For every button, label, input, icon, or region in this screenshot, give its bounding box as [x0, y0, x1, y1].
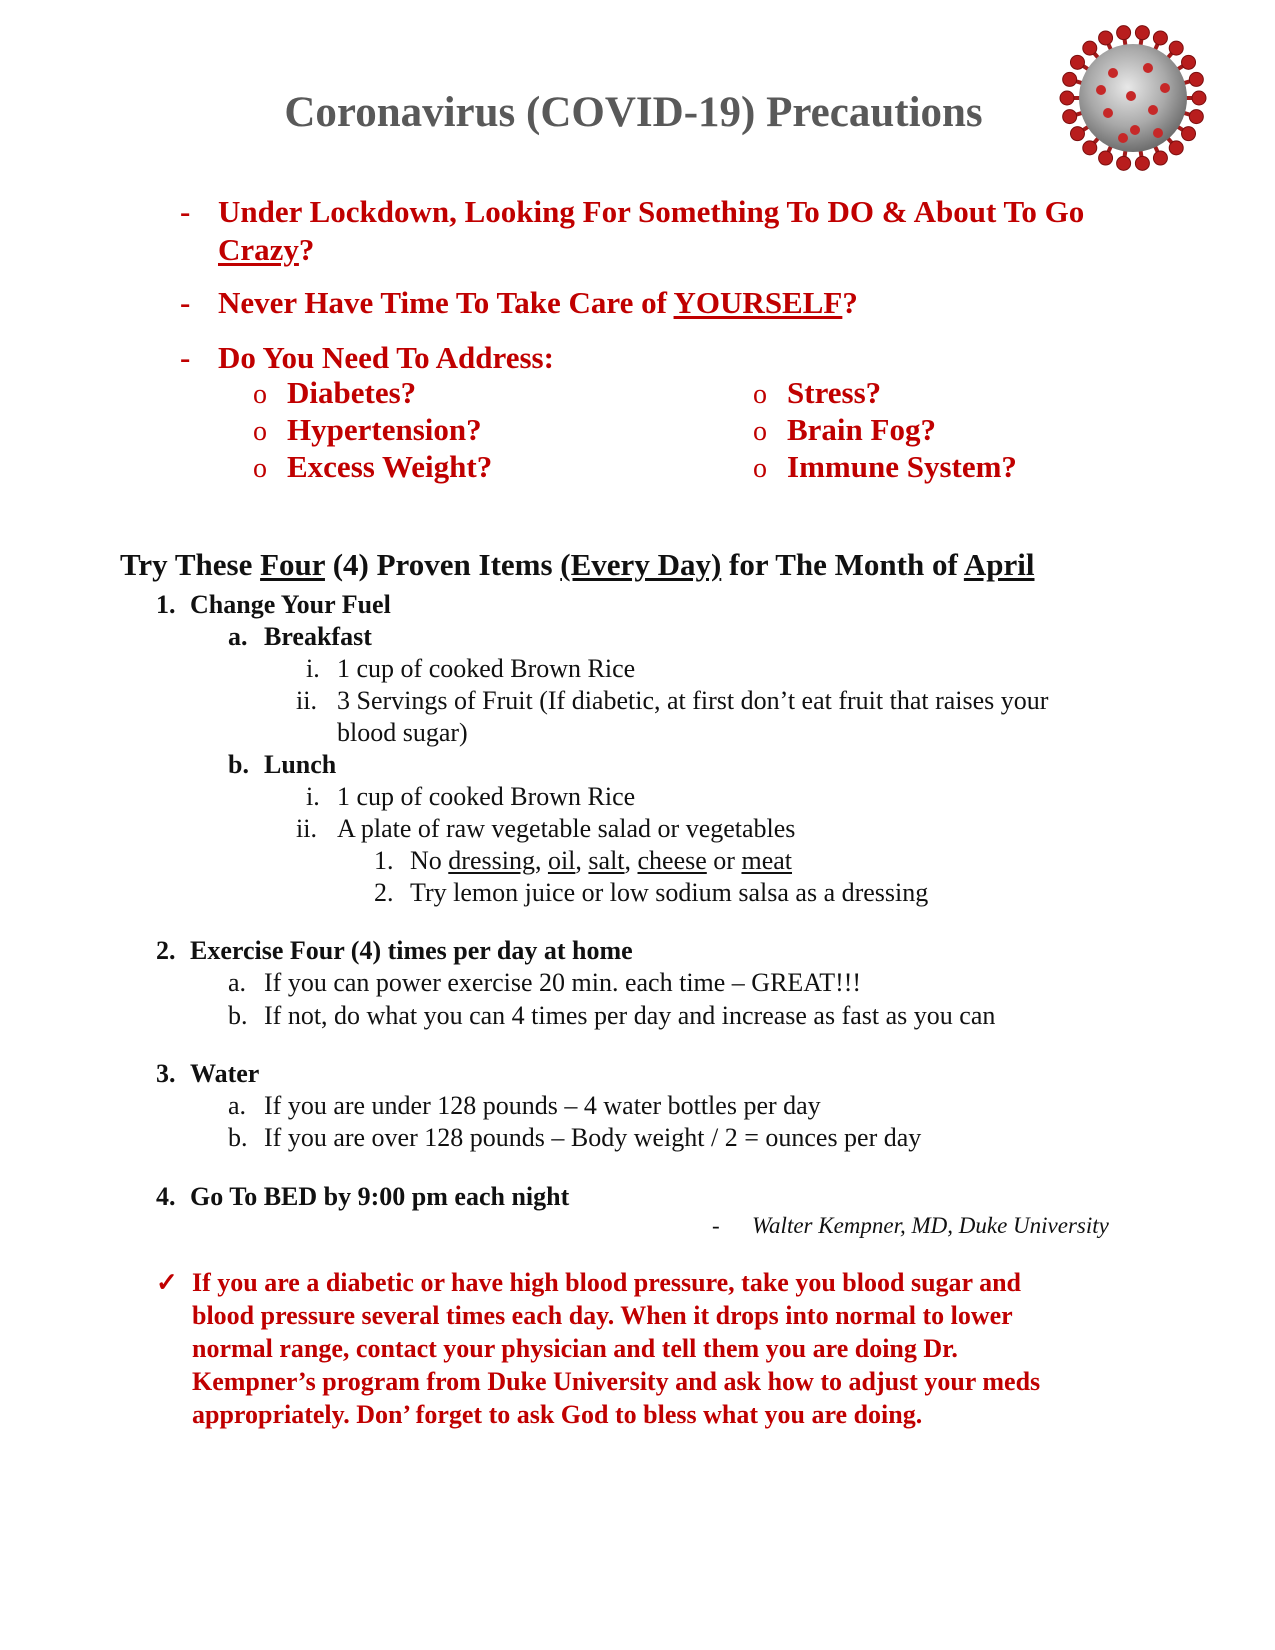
virus-spike-head [1169, 141, 1183, 155]
bullet-circle: o [753, 416, 767, 447]
list-letter: b. [228, 1001, 248, 1030]
virus-surface-dot [1143, 63, 1153, 73]
bullet-circle: o [253, 453, 267, 484]
bullet-circle: o [253, 416, 267, 447]
list-number: 2. [374, 878, 394, 907]
bullet-circle: o [753, 379, 767, 410]
symptom-label: Immune System? [787, 449, 1017, 484]
list-number: 1. [374, 846, 394, 875]
virus-spike-head [1153, 151, 1167, 165]
virus-surface-dot [1153, 128, 1163, 138]
warning-note [192, 1266, 1192, 1431]
symptom-item [753, 375, 881, 411]
heading-text: (4) Proven Items [324, 547, 561, 582]
virus-spike-head [1182, 127, 1196, 141]
coronavirus-icon [1053, 18, 1213, 178]
lunch-subitem-no-dressing [410, 846, 792, 876]
question-address-text: Do You Need To Address: [218, 340, 554, 375]
checkmark-icon: ✓ [156, 1268, 178, 1297]
list-roman: i. [306, 654, 320, 683]
virus-spike-head [1117, 26, 1131, 40]
water-item: If you are under 128 pounds – 4 water bottles per day [264, 1091, 821, 1120]
breakfast-item: 1 cup of cooked Brown Rice [337, 654, 636, 683]
heading-text: Try These [120, 547, 261, 582]
symptom-label: Stress? [787, 375, 882, 410]
list-number: 4. [156, 1182, 176, 1211]
item-heading-exercise: Exercise Four (4) times per day at home [190, 936, 633, 965]
note-line: Kempner’s program from Duke University and ask how to adjust your meds [192, 1367, 1041, 1396]
exercise-item: If you can power exercise 20 min. each time – GREAT!!! [264, 968, 862, 997]
virus-spike-head [1099, 31, 1113, 45]
virus-spike-head [1117, 156, 1131, 170]
exercise-item: If not, do what you can 4 times per day and increase as fast as you can [264, 1001, 996, 1030]
virus-spike-head [1182, 55, 1196, 69]
underlined-cheese: cheese [637, 846, 707, 875]
note-line: blood pressure several times each day. When it drops into normal to lower [192, 1301, 1013, 1330]
heading-underlined-april: April [963, 547, 1035, 582]
list-letter: b. [228, 1123, 248, 1152]
virus-surface-dot [1126, 91, 1136, 101]
virus-spike-head [1099, 151, 1113, 165]
underlined-oil: oil [547, 846, 576, 875]
text: , [575, 846, 589, 875]
question-lockdown-qmark: ? [298, 232, 315, 267]
list-roman: ii. [296, 686, 317, 715]
question-address [180, 339, 1140, 379]
list-roman: i. [306, 782, 320, 811]
virus-spike-head [1153, 31, 1167, 45]
virus-spike-head [1189, 72, 1203, 86]
item-heading-bed: Go To BED by 9:00 pm each night [190, 1182, 570, 1211]
virus-spike-head [1070, 55, 1084, 69]
list-letter: a. [228, 1091, 247, 1120]
virus-spike-head [1135, 26, 1149, 40]
list-number: 3. [156, 1059, 176, 1088]
item-heading-fuel: Change Your Fuel [190, 590, 391, 619]
symptom-item [253, 449, 492, 485]
bullet-circle: o [253, 379, 267, 410]
dash-marker: - [180, 194, 191, 229]
text: No [410, 846, 449, 875]
question-yourself-qmark: ? [842, 285, 858, 320]
virus-spike-head [1070, 127, 1084, 141]
virus-surface-dot [1118, 133, 1128, 143]
symptom-label: Hypertension? [287, 412, 482, 447]
attribution-dash: - [712, 1213, 720, 1238]
text: or [706, 846, 742, 875]
attribution: Walter Kempner, MD, Duke University [752, 1213, 1109, 1238]
underlined-meat: meat [741, 846, 792, 875]
virus-surface-dot [1130, 125, 1140, 135]
virus-surface-dot [1103, 108, 1113, 118]
lunch-item: A plate of raw vegetable salad or vegetables [337, 814, 796, 843]
section-heading [120, 547, 1034, 583]
list-number: 1. [156, 590, 176, 619]
virus-surface-dot [1108, 68, 1118, 78]
symptom-label: Diabetes? [287, 375, 417, 410]
virus-spike-head [1083, 141, 1097, 155]
crazy-underlined: Crazy [218, 232, 299, 267]
note-line: If you are a diabetic or have high blood pressure, take you blood sugar and [192, 1268, 1022, 1297]
water-item: If you are over 128 pounds – Body weight / 2 = ounces per day [264, 1123, 922, 1152]
dash-marker: - [180, 285, 191, 320]
virus-spike-head [1060, 91, 1074, 105]
list-letter: a. [228, 968, 247, 997]
breakfast-item-continued: blood sugar) [337, 718, 468, 747]
question-lockdown-text-main: Under Lockdown, Looking For Something To DO & About To Go [218, 194, 1085, 229]
breakfast-item: 3 Servings of Fruit (If diabetic, at first don’t eat fruit that raises your [337, 686, 1049, 715]
dash-marker: - [180, 340, 191, 375]
virus-surface-dot [1160, 83, 1170, 93]
text: , [534, 846, 548, 875]
heading-underlined-every-day: (Every Day) [560, 547, 722, 582]
symptom-item [753, 412, 936, 448]
symptom-item [253, 375, 416, 411]
yourself-underlined: YOURSELF [673, 285, 843, 320]
list-letter: a. [228, 622, 248, 651]
item-heading-water: Water [190, 1059, 260, 1088]
text: , [624, 846, 638, 875]
bullet-circle: o [753, 453, 767, 484]
virus-spike-head [1083, 41, 1097, 55]
virus-surface-dot [1096, 85, 1106, 95]
underlined-dressing: dressing [448, 846, 535, 875]
question-lockdown [180, 193, 1140, 273]
heading-text: for The Month of [721, 547, 964, 582]
list-roman: ii. [296, 814, 317, 843]
virus-spike-head [1135, 156, 1149, 170]
subheading-lunch: Lunch [264, 750, 337, 779]
note-line: normal range, contact your physician and tell them you are doing Dr. [192, 1334, 958, 1363]
symptom-item [253, 412, 482, 448]
question-yourself-text: Never Have Time To Take Care of [218, 285, 674, 320]
virus-spike-head [1192, 91, 1206, 105]
lunch-item: 1 cup of cooked Brown Rice [337, 782, 636, 811]
virus-surface-dot [1148, 105, 1158, 115]
question-yourself [180, 284, 1140, 324]
symptom-label: Brain Fog? [787, 412, 936, 447]
question-lockdown-text [218, 193, 1118, 269]
virus-spike-head [1169, 41, 1183, 55]
list-number: 2. [156, 936, 176, 965]
note-line: appropriately. Don’ forget to ask God to bless what you are doing. [192, 1400, 923, 1429]
symptom-label: Excess Weight? [287, 449, 493, 484]
lunch-subitem: Try lemon juice or low sodium salsa as a dressing [410, 878, 929, 907]
underlined-salt: salt [588, 846, 625, 875]
virus-spike-head [1063, 72, 1077, 86]
virus-spike-head [1063, 110, 1077, 124]
subheading-breakfast: Breakfast [264, 622, 372, 651]
list-letter: b. [228, 750, 249, 779]
symptom-item [753, 449, 1017, 485]
virus-spike-head [1189, 110, 1203, 124]
heading-underlined-four: Four [260, 547, 325, 582]
page-title: Coronavirus (COVID-19) Precautions [284, 89, 983, 136]
